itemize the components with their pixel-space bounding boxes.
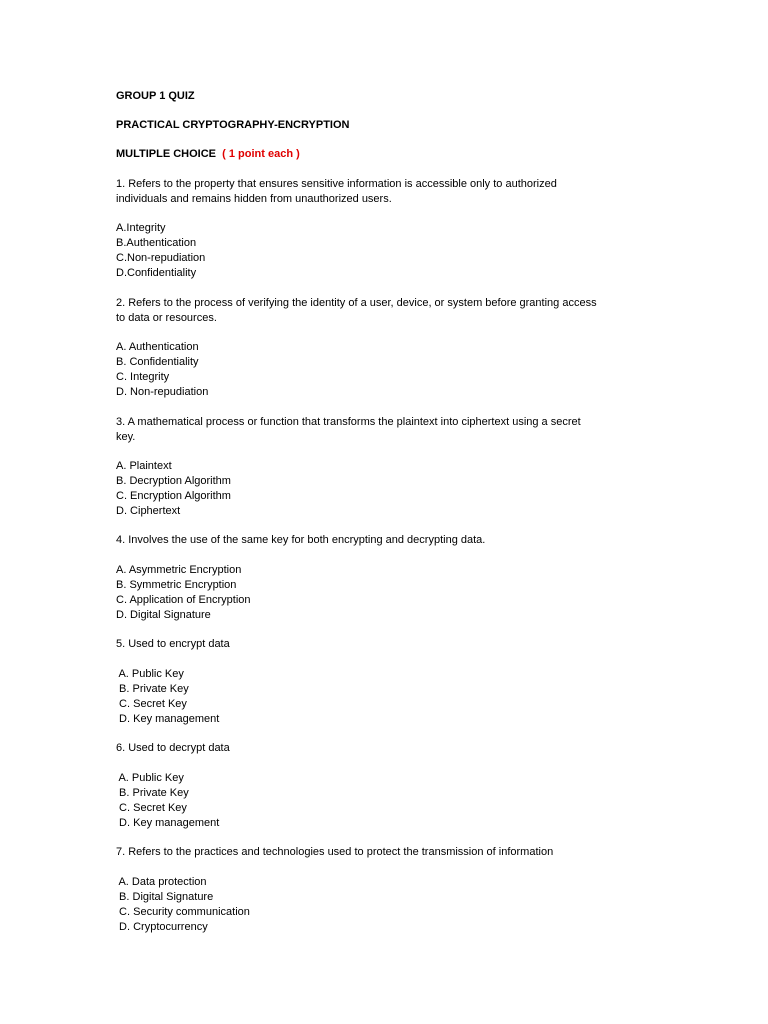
question-4-option-b: B. Symmetric Encryption [116, 579, 237, 591]
question-1-option-c: C.Non-repudiation [116, 252, 206, 264]
question-3-option-d: D. Ciphertext [116, 505, 181, 517]
question-5-option-c: C. Secret Key [116, 698, 187, 710]
question-7-option-c: C. Security communication [116, 906, 250, 918]
question-7-option-d: D. Cryptocurrency [116, 921, 208, 933]
question-7-option-a: A. Data protection [116, 876, 207, 888]
question-1-text: 1. Refers to the property that ensures sensitive information is accessible only to authorized [116, 178, 557, 190]
question-6-option-a: A. Public Key [116, 772, 184, 784]
question-5-option-a: A. Public Key [116, 668, 184, 680]
question-4-text: 4. Involves the use of the same key for both encrypting and decrypting data. [116, 534, 486, 546]
question-4-option-d: D. Digital Signature [116, 609, 211, 621]
question-6-option-b: B. Private Key [116, 787, 189, 799]
question-2-option-b: B. Confidentiality [116, 356, 199, 368]
question-4-option-c: C. Application of Encryption [116, 594, 251, 606]
question-6-option-d: D. Key management [116, 817, 220, 829]
quiz-title: GROUP 1 QUIZ [116, 90, 195, 102]
question-2-option-d: D. Non-repudiation [116, 386, 209, 398]
points-note: ( 1 point each ) [222, 148, 300, 160]
question-2-text-cont: to data or resources. [116, 312, 217, 324]
question-3-option-a: A. Plaintext [116, 460, 172, 472]
question-5-option-d: D. Key management [116, 713, 220, 725]
question-6-option-c: C. Secret Key [116, 802, 187, 814]
question-2-option-a: A. Authentication [116, 341, 199, 353]
question-1-text-cont: individuals and remains hidden from unauthorized users. [116, 193, 392, 205]
question-5-text: 5. Used to encrypt data [116, 638, 230, 650]
question-2-option-c: C. Integrity [116, 371, 170, 383]
section-heading [116, 147, 300, 162]
question-1-option-a: A.Integrity [116, 222, 166, 234]
question-3-text: 3. A mathematical process or function that transforms the plaintext into ciphertext using a secret [116, 416, 581, 428]
section-label: MULTIPLE CHOICE [116, 148, 217, 160]
question-6-text: 6. Used to decrypt data [116, 742, 230, 754]
question-2-text: 2. Refers to the process of verifying the identity of a user, device, or system before granting access [116, 297, 597, 309]
quiz-subtitle: PRACTICAL CRYPTOGRAPHY-ENCRYPTION [116, 119, 350, 131]
question-7-option-b: B. Digital Signature [116, 891, 214, 903]
question-7-text: 7. Refers to the practices and technologies used to protect the transmission of information [116, 846, 554, 858]
question-5-option-b: B. Private Key [116, 683, 189, 695]
question-3-text-cont: key. [116, 431, 136, 443]
question-1-option-b: B.Authentication [116, 237, 197, 249]
question-4-option-a: A. Asymmetric Encryption [116, 564, 242, 576]
question-3-option-c: C. Encryption Algorithm [116, 490, 231, 502]
question-3-option-b: B. Decryption Algorithm [116, 475, 231, 487]
question-1-option-d: D.Confidentiality [116, 267, 197, 279]
